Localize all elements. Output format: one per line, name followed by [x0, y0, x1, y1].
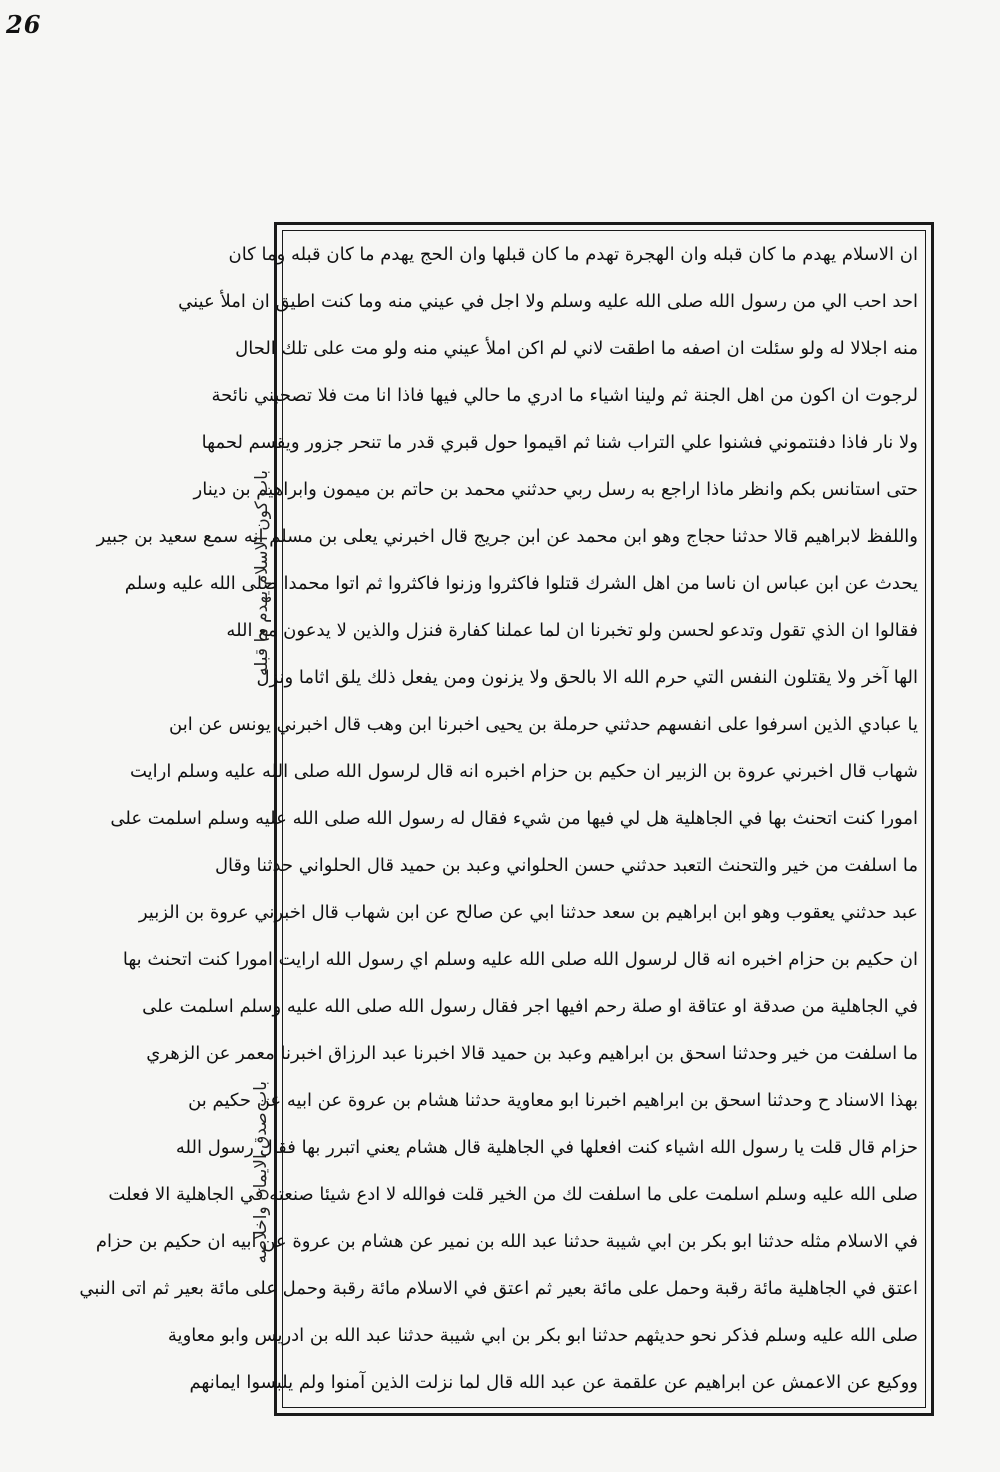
- text-line: واللفظ لابراهيم قالا حدثنا حجاج وهو ابن محمد عن ابن جريج قال اخبرني يعلى بن مسلم انه سمع سعيد بن جبير: [96, 526, 918, 547]
- text-line: بهذا الاسناد ح وحدثنا اسحق بن ابراهيم اخبرنا ابو معاوية حدثنا هشام بن عروة عن ابيه عن حكيم بن: [188, 1090, 918, 1111]
- margin-heading-upper: باب كون الاسلام يهدم ما قبله: [252, 470, 272, 676]
- text-line: في الجاهلية من صدقة او عتاقة او صلة رحم افيها اجر فقال رسول الله صلى الله عليه وسلم اسلمت على: [142, 996, 918, 1017]
- text-line: عبد حدثني يعقوب وهو ابن ابراهيم بن سعد حدثنا ابي عن صالح عن ابن شهاب قال اخبرني عروة بن الزبير: [138, 902, 918, 923]
- text-line: ما اسلفت من خير وحدثنا اسحق بن ابراهيم وعبد بن حميد قالا اخبرنا عبد الرزاق اخبرنا معمر عن الزهري: [146, 1043, 918, 1064]
- text-line: يحدث عن ابن عباس ان ناسا من اهل الشرك قتلوا فاكثروا وزنوا فاكثروا ثم اتوا محمدا صلى الله عليه وسلم: [124, 573, 918, 594]
- text-line: حتى استانس بكم وانظر ماذا اراجع به رسل ربي حدثني محمد بن حاتم بن ميمون وابراهيم بن دينار: [193, 479, 918, 500]
- margin-heading-lower: باب صدق الايمان واخلاصه: [251, 1081, 271, 1264]
- page-number: 26: [6, 10, 42, 39]
- text-line: شهاب قال اخبرني عروة بن الزبير ان حكيم بن حزام اخبره انه قال لرسول الله صلى الله عليه وسلم ارايت: [129, 761, 918, 782]
- text-line: احد احب الي من رسول الله صلى الله عليه وسلم ولا اجل في عيني منه وما كنت اطيق ان املأ عيني: [178, 291, 918, 312]
- text-line: ان حكيم بن حزام اخبره انه قال لرسول الله صلى الله عليه وسلم اي رسول الله ارايت امورا كنت اتحنث بها: [122, 949, 918, 970]
- text-line: امورا كنت اتحنث بها في الجاهلية هل لي فيها من شيء فقال له رسول الله صلى الله عليه وسلم اسلمت على: [110, 808, 918, 829]
- text-line: الها آخر ولا يقتلون النفس التي حرم الله الا بالحق ولا يزنون ومن يفعل ذلك يلق اثاما ونزل: [256, 667, 918, 688]
- text-line: حزام قال قلت يا رسول الله اشياء كنت افعلها في الجاهلية قال هشام يعني اتبرر بها فقال رسول الله: [175, 1137, 918, 1158]
- text-line: صلى الله عليه وسلم اسلمت على ما اسلفت لك من الخير قلت فوالله لا ادع شيئا صنعته في الجاهلية الا فعلت: [108, 1184, 918, 1205]
- text-line: يا عبادي الذين اسرفوا على انفسهم حدثني حرملة بن يحيى اخبرنا ابن وهب قال اخبرني يونس عن ابن: [169, 714, 918, 735]
- text-line: فقالوا ان الذي تقول وتدعو لحسن ولو تخبرنا ان لما عملنا كفارة فنزل والذين لا يدعون مع الله: [226, 620, 918, 641]
- text-line: منه اجلالا له ولو سئلت ان اصفه ما اطقت لاني لم اكن املأ عيني منه ولو مت على تلك الحال: [235, 338, 918, 359]
- text-line: صلى الله عليه وسلم فذكر نحو حديثهم حدثنا ابو بكر بن ابي شيبة حدثنا عبد الله بن ادريس وابو معاوية: [167, 1325, 918, 1346]
- text-line: ما اسلفت من خير والتحنث التعبد حدثني حسن الحلواني وعبد بن حميد قال الحلواني حدثنا وقال: [214, 855, 918, 876]
- text-line: ووكيع عن الاعمش عن ابراهيم عن علقمة عن عبد الله قال لما نزلت الذين آمنوا ولم يلبسوا ايمانهم: [189, 1372, 918, 1393]
- text-line: ان الاسلام يهدم ما كان قبله وان الهجرة تهدم ما كان قبلها وان الحج يهدم ما كان قبله وما كان: [228, 244, 918, 265]
- text-line: ولا نار فاذا دفنتموني فشنوا علي التراب شنا ثم اقيموا حول قبري قدر ما تنحر جزور ويقسم لحمها: [201, 432, 918, 453]
- text-line: في الاسلام مثله حدثنا ابو بكر بن ابي شيبة حدثنا عبد الله بن نمير عن هشام بن عروة عن ابيه ان حكيم بن حزام: [95, 1231, 918, 1252]
- text-line: اعتق في الجاهلية مائة رقبة وحمل على مائة بعير ثم اعتق في الاسلام مائة رقبة وحمل على مائة بعير ثم اتى النبي: [79, 1278, 918, 1299]
- text-line: لرجوت ان اكون من اهل الجنة ثم ولينا اشياء ما ادري ما حالي فيها فاذا انا مت فلا تصحبني نائحة: [211, 385, 918, 406]
